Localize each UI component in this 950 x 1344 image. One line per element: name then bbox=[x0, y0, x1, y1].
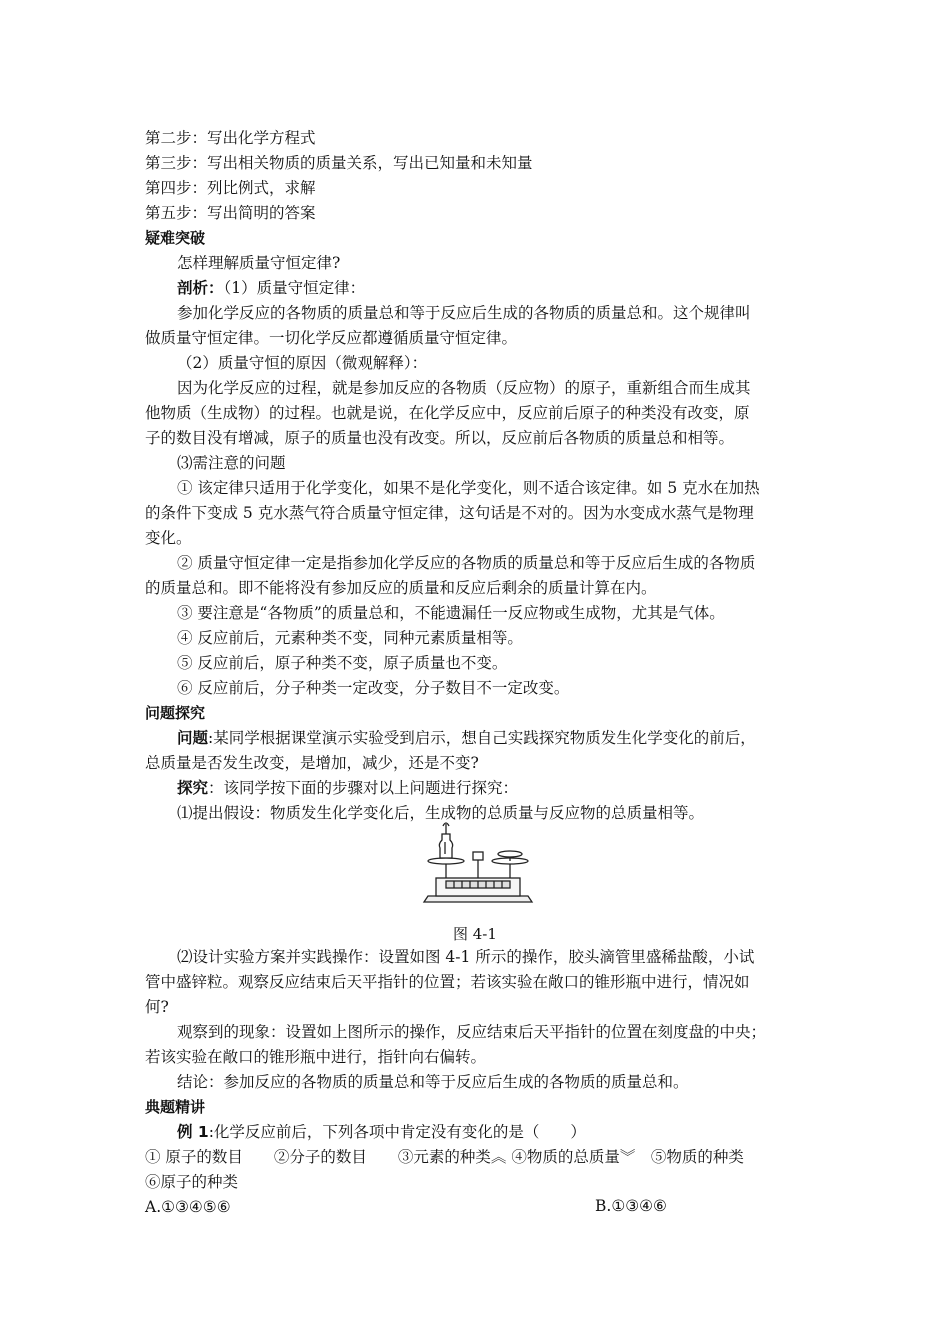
note-line: ① 该定律只适用于化学变化，如果不是化学变化，则不适合该定律。如 5 克水在加热 bbox=[177, 479, 760, 497]
note-line: ④ 反应前后，元素种类不变，同种元素质量相等。 bbox=[177, 629, 523, 647]
note-line: 的质量总和。即不能将没有参加反应的质量和反应后剩余的质量计算在内。 bbox=[145, 579, 657, 597]
point3-title: ⑶需注意的问题 bbox=[177, 454, 286, 472]
question-text: 怎样理解质量守恒定律? bbox=[177, 254, 341, 272]
note-line: ⑤ 反应前后，原子种类不变，原子质量也不变。 bbox=[177, 654, 508, 672]
question-label: 问题 bbox=[177, 729, 209, 747]
example-text: :化学反应前后，下列各项中肯定没有变化的是（ ） bbox=[208, 1123, 586, 1141]
procedure-line: 何? bbox=[145, 998, 169, 1016]
step-2: 第二步：写出化学方程式 bbox=[145, 129, 316, 147]
question-text: :某同学根据课堂演示实验受到启示，想自己实践探究物质发生化学变化的前后， bbox=[208, 729, 756, 747]
question-line-2: 总质量是否发生改变，是增加，减少，还是不变? bbox=[145, 754, 479, 772]
question-line bbox=[177, 728, 756, 748]
note-line: 的条件下变成 5 克水蒸气符合质量守恒定律，这句话是不对的。因为水变成水蒸气是物理 bbox=[145, 504, 754, 522]
paragraph-line: 因为化学反应的过程，就是参加反应的各物质（反应物）的原子，重新组合而生成其 bbox=[177, 379, 751, 397]
note-line: 变化。 bbox=[145, 529, 192, 547]
explore-text: ：该同学按下面的步骤对以上问题进行探究： bbox=[208, 779, 519, 797]
paragraph-line: 参加化学反应的各物质的质量总和等于反应后生成的各物质的质量总和。这个规律叫 bbox=[177, 304, 751, 322]
paragraph-line: 他物质（生成物）的过程。也就是说，在化学反应中，反应前后原子的种类没有改变，原 bbox=[145, 404, 750, 422]
observation-line: 观察到的现象：设置如上图所示的操作，反应结束后天平指针的位置在刻度盘的中央； bbox=[177, 1023, 767, 1041]
items-line-1: ① 原子的数目 ②分子的数目 ③元素的种类︽ ④物质的总质量︾ ⑤物质的种类 bbox=[145, 1148, 744, 1166]
step-5: 第五步：写出简明的答案 bbox=[145, 204, 316, 222]
analysis-label: 剖析： bbox=[177, 279, 224, 297]
note-line: ③ 要注意是“各物质”的质量总和，不能遗漏任一反应物或生成物，尤其是气体。 bbox=[177, 604, 725, 622]
procedure-line: ⑵设计实验方案并实践操作：设置如图 4-1 所示的操作，胶头滴管里盛稀盐酸，小试 bbox=[177, 948, 755, 966]
point2-title: （2）质量守恒的原因（微观解释）： bbox=[177, 354, 428, 372]
step-4: 第四步：列比例式，求解 bbox=[145, 179, 316, 197]
conclusion-line: 结论：参加反应的各物质的质量总和等于反应后生成的各物质的质量总和。 bbox=[177, 1073, 689, 1091]
section-heading-examples: 典题精讲 bbox=[145, 1098, 206, 1116]
note-line: ② 质量守恒定律一定是指参加化学反应的各物质的质量总和等于反应后生成的各物质 bbox=[177, 554, 756, 572]
note-line: ⑥ 反应前后，分子种类一定改变，分子数目不一定改变。 bbox=[177, 679, 570, 697]
example-label: 例 1 bbox=[177, 1123, 209, 1141]
observation-line: 若该实验在敞口的锥形瓶中进行，指针向右偏转。 bbox=[145, 1048, 487, 1066]
analysis-line bbox=[177, 278, 365, 298]
option-a: A.①③④⑤⑥ bbox=[145, 1198, 231, 1216]
point1-title: （1）质量守恒定律： bbox=[223, 279, 366, 297]
option-b: B.①③④⑥ bbox=[595, 1197, 667, 1215]
paragraph-line: 子的数目没有增减，原子的质量也没有改变。所以，反应前后各物质的质量总和相等。 bbox=[145, 429, 735, 447]
section-heading-inquiry: 问题探究 bbox=[145, 704, 206, 722]
step-3: 第三步：写出相关物质的质量关系，写出已知量和未知量 bbox=[145, 154, 533, 172]
explore-label: 探究 bbox=[177, 779, 209, 797]
example-line bbox=[177, 1122, 586, 1142]
explore-line bbox=[177, 778, 518, 798]
procedure-line: 管中盛锌粒。观察反应结束后天平指针的位置；若该实验在敞口的锥形瓶中进行，情况如 bbox=[145, 973, 750, 991]
paragraph-line: 做质量守恒定律。一切化学反应都遵循质量守恒定律。 bbox=[145, 329, 518, 347]
items-line-2: ⑥原子的种类 bbox=[145, 1173, 239, 1191]
section-heading-difficulties: 疑难突破 bbox=[145, 229, 206, 247]
hypothesis-line: ⑴提出假设：物质发生化学变化后，生成物的总质量与反应物的总质量相等。 bbox=[177, 804, 705, 822]
figure-caption: 图 4-1 bbox=[453, 925, 497, 943]
balance-figure bbox=[418, 818, 538, 912]
